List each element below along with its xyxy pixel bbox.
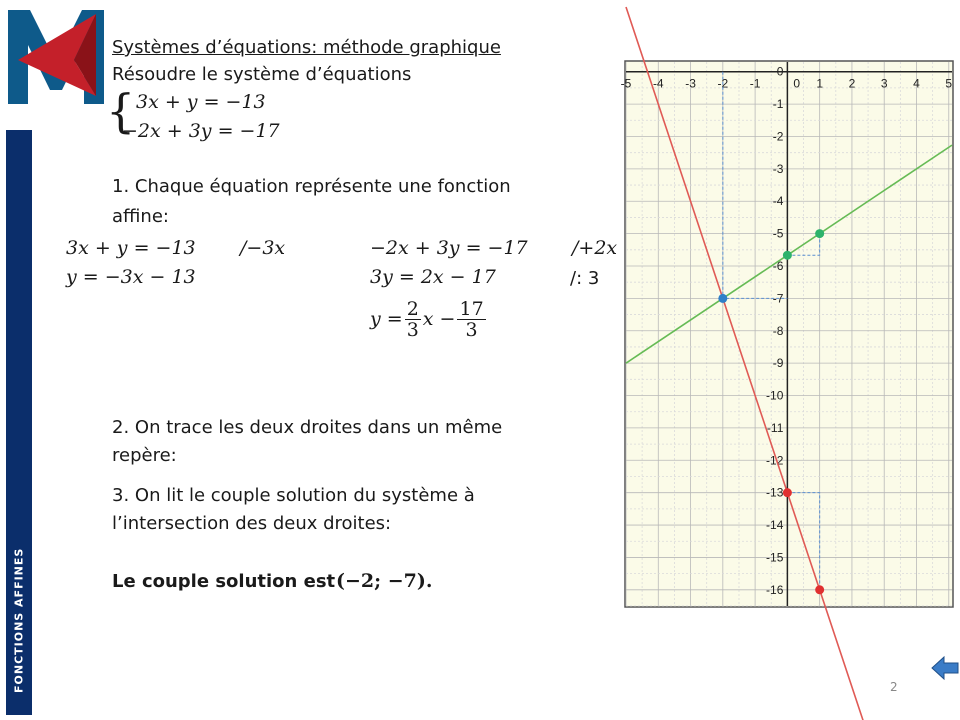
y-tick-label: -10: [766, 388, 784, 403]
frac2-num: 17: [459, 297, 484, 320]
system-brace: {: [106, 84, 136, 138]
step3-line1: 3. On lit le couple solution du système à: [112, 485, 475, 506]
y-tick-label: -4: [772, 194, 784, 209]
step1-line1: 1. Chaque équation représente une fonction: [112, 176, 511, 197]
y-tick-label: -5: [772, 226, 784, 241]
sidebar-label: FONCTIONS AFFINES: [12, 547, 26, 693]
sidebar: [6, 130, 32, 715]
y-tick-label: -16: [766, 582, 784, 597]
x-tick-label: 4: [913, 76, 920, 91]
page-number: 2: [890, 680, 898, 694]
x-tick-label: -5: [620, 76, 632, 91]
y-tick-label: -15: [766, 550, 784, 565]
fraction-seventeen-thirds: [457, 299, 485, 340]
x-tick-label: -3: [685, 76, 696, 91]
step1-line2: affine:: [112, 206, 169, 227]
slide-title: Systèmes d’équations: méthode graphique: [112, 37, 501, 58]
x-tick-label: 0: [793, 76, 801, 91]
x-tick-label: 1: [816, 76, 824, 91]
answer-label: Le couple solution est: [112, 571, 336, 592]
data-point: [815, 229, 824, 238]
data-point: [815, 585, 824, 594]
step2-line2: repère:: [112, 445, 177, 466]
right-eq-op2: /: 3: [570, 268, 600, 289]
system-eq-1: 3x + y = −13: [136, 91, 266, 113]
back-arrow-icon[interactable]: [930, 655, 960, 681]
left-eq-line2: y = −3x − 13: [66, 266, 196, 288]
data-point: [783, 251, 792, 260]
y-tick-label: -3: [772, 161, 784, 176]
y-tick-label: -14: [766, 518, 784, 533]
y-tick-label: -8: [772, 323, 784, 338]
data-point: [783, 488, 792, 497]
y-tick-label: -12: [766, 453, 784, 468]
fraction-two-thirds: [405, 299, 421, 340]
y-tick-label: -2: [772, 129, 784, 144]
frac1-den: 3: [406, 318, 419, 341]
right-eq-line3-mid: x −: [422, 308, 456, 330]
x-tick-label: -1: [749, 76, 761, 91]
y-tick-label: -6: [772, 259, 784, 273]
slide-subtitle: Résoudre le système d’équations: [112, 64, 412, 85]
graph: [620, 60, 954, 608]
y-tick-label: -7: [772, 291, 784, 306]
x-tick-label: -4: [652, 76, 664, 91]
y-tick-label: 0: [776, 64, 784, 79]
y-tick-label: -13: [766, 485, 784, 500]
data-point: [718, 294, 727, 303]
frac1-num: 2: [406, 297, 419, 320]
left-eq-line1: 3x + y = −13: [66, 237, 196, 259]
step2-line1: 2. On trace les deux droites dans un même: [112, 417, 503, 438]
x-tick-label: 2: [848, 76, 856, 91]
left-eq-op1: /−3x: [240, 237, 286, 259]
y-tick-label: -11: [766, 420, 784, 435]
x-tick-label: 3: [880, 76, 888, 91]
x-tick-label: -2: [717, 76, 729, 91]
step3-line2: l’intersection des deux droites:: [112, 513, 392, 534]
system-eq-2: −2x + 3y = −17: [122, 120, 280, 142]
logo-icon: [0, 0, 112, 110]
y-tick-label: -9: [772, 356, 784, 371]
right-eq-line3-prefix: y =: [370, 308, 403, 330]
answer-value: (−2; −7).: [336, 570, 433, 592]
y-tick-label: -1: [772, 97, 784, 112]
frac2-den: 3: [465, 318, 478, 341]
right-eq-line2: 3y = 2x − 17: [370, 266, 496, 288]
right-eq-line1: −2x + 3y = −17: [370, 237, 528, 259]
right-eq-line3: [370, 295, 488, 343]
x-tick-label: 5: [945, 76, 953, 91]
right-eq-op1: /+2x: [572, 237, 618, 259]
